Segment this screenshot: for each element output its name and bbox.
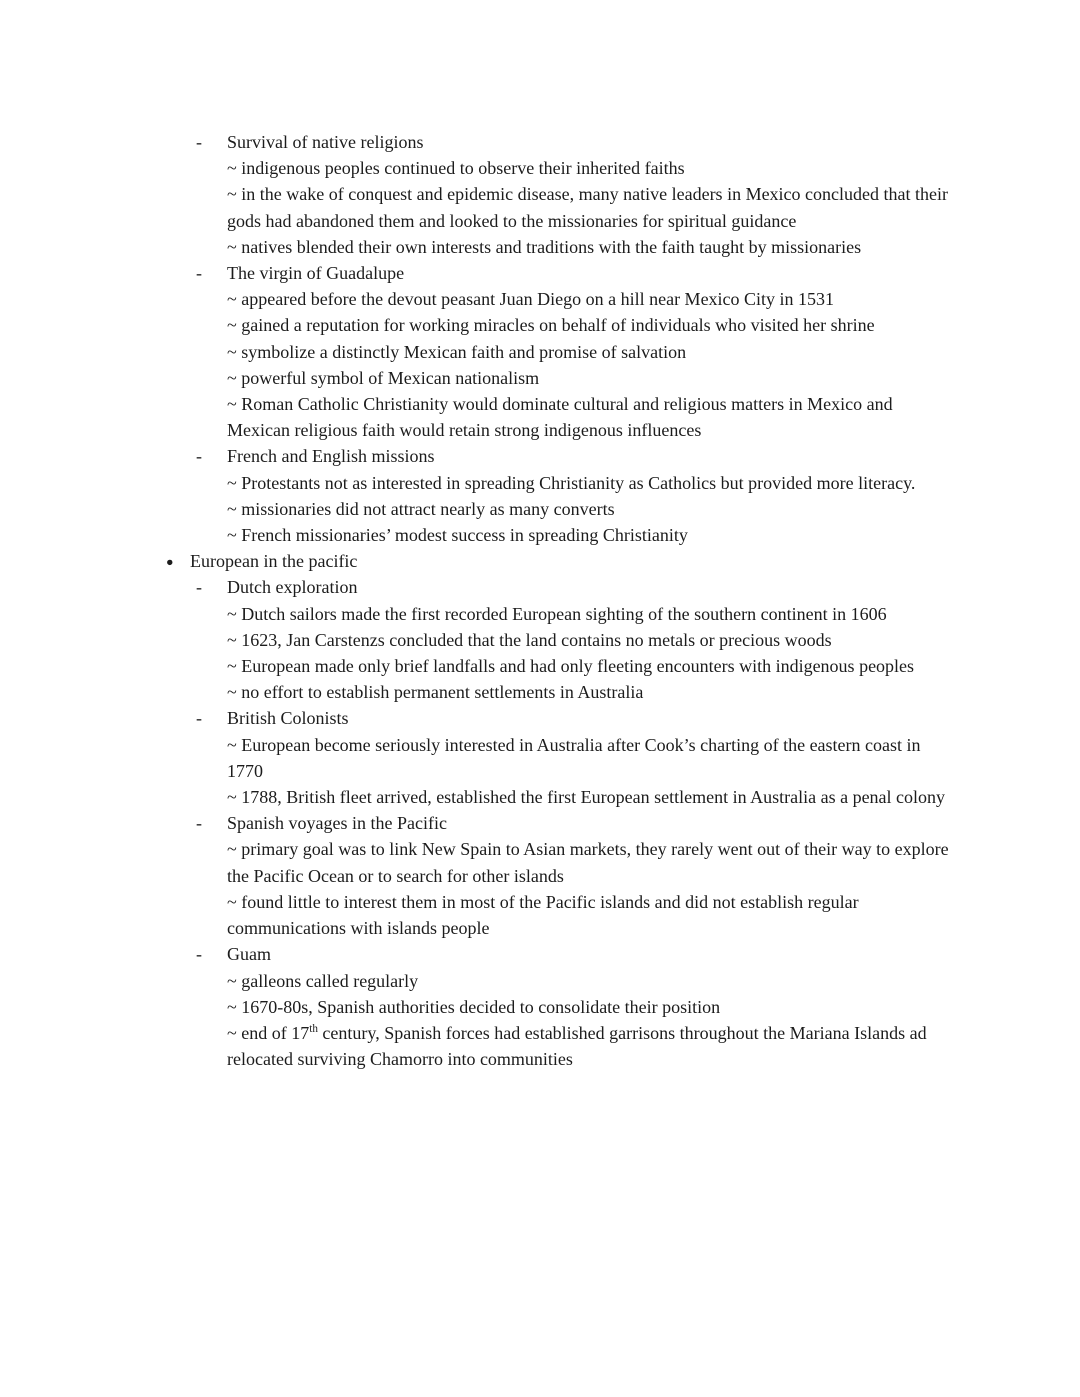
bullet-icon: ● — [166, 555, 174, 570]
outline-item-spanish-voyages-in-the-pacific — [0, 810, 960, 941]
outline-item-title: Survival of native religions — [227, 132, 424, 152]
outline-item-title: British Colonists — [227, 708, 349, 729]
note-line: ~ primary goal was to link New Spain to Asian markets, they rarely went out of their way to explore the Pacific Ocean or to search for other islands — [227, 839, 949, 886]
note-line: ~ 1623, Jan Carstenzs concluded that the land contains no metals or precious woods — [227, 629, 832, 650]
outline-item-dutch-exploration — [0, 574, 960, 705]
note-line: ~ powerful symbol of Mexican nationalism — [227, 367, 540, 388]
note-line: ~ Dutch sailors made the first recorded European sighting of the southern continent in 1606 — [227, 603, 887, 624]
note-line: ~ indigenous peoples continued to observe their inherited faiths — [227, 158, 685, 179]
dash-marker: - — [196, 577, 202, 598]
dash-marker: - — [196, 263, 202, 284]
notes-outline — [0, 129, 960, 1072]
note-line: ~ missionaries did not attract nearly as many converts — [227, 498, 615, 519]
note-line: ~ natives blended their own interests and traditions with the faith taught by missionaries — [227, 236, 862, 257]
outline-item-title: Dutch exploration — [227, 577, 358, 598]
note-line: ~ 1788, British fleet arrived, established the first European settlement in Australia as a penal colony — [227, 787, 946, 808]
outline-item-title: French and English missions — [227, 446, 435, 467]
dash-marker: - — [196, 446, 202, 467]
note-line: ~ 1670-80s, Spanish authorities decided to consolidate their position — [227, 996, 721, 1017]
note-line: ~ Protestants not as interested in spreading Christianity as Catholics but provided more literacy. — [227, 472, 916, 493]
outline-item-british-colonists — [0, 705, 960, 810]
outline-item-title: Spanish voyages in the Pacific — [227, 813, 447, 834]
outline-item-title: The virgin of Guadalupe — [227, 263, 405, 284]
outline-item-survival-of-native-religions — [0, 129, 960, 260]
outline-item-title: Guam — [227, 944, 271, 965]
note-line: ~ gained a reputation for working miracles on behalf of individuals who visited her shrine — [227, 315, 875, 336]
outline-item-french-and-english-missions — [0, 443, 960, 548]
note-line: ~ European become seriously interested in Australia after Cook’s charting of the eastern coast in 1770 — [227, 734, 921, 781]
note-line — [227, 1020, 949, 1072]
outline-item-guam — [0, 941, 960, 1072]
outline-item-virgin-of-guadalupe — [0, 260, 960, 443]
note-line: ~ found little to interest them in most of the Pacific islands and did not establish regular communications with islands people — [227, 891, 859, 939]
note-line: ~ no effort to establish permanent settlements in Australia — [227, 682, 644, 703]
note-line: ~ appeared before the devout peasant Juan Diego on a hill near Mexico City in 1531 — [227, 289, 835, 310]
dash-marker: - — [196, 944, 202, 965]
dash-marker: - — [196, 813, 202, 834]
note-line: ~ galleons called regularly — [227, 970, 419, 991]
dash-marker: - — [196, 708, 202, 729]
dash-marker: - — [196, 132, 202, 152]
note-line: ~ French missionaries’ modest success in spreading Christianity — [227, 525, 688, 546]
note-line: ~ Roman Catholic Christianity would dominate cultural and religious matters in Mexico and Mexican religious faith would retain strong indigenous influences — [227, 394, 893, 441]
note-text-post: century, Spanish forces had established garrisons throughout the Mariana Islands ad relocated surviving Chamorro into communities — [227, 1022, 927, 1070]
note-line: ~ symbolize a distinctly Mexican faith and promise of salvation — [227, 341, 687, 362]
outline-item-european-in-the-pacific — [0, 548, 960, 574]
note-text-pre: ~ end of 17 — [227, 1022, 310, 1043]
outline-item-title: European in the pacific — [190, 551, 358, 572]
note-line: ~ European made only brief landfalls and had only fleeting encounters with indigenous peoples — [227, 656, 915, 677]
ordinal-superscript: th — [309, 1022, 318, 1035]
note-line: ~ in the wake of conquest and epidemic disease, many native leaders in Mexico concluded that their gods had abandoned them and looked to the missionaries for spiritual guidance — [227, 184, 948, 231]
